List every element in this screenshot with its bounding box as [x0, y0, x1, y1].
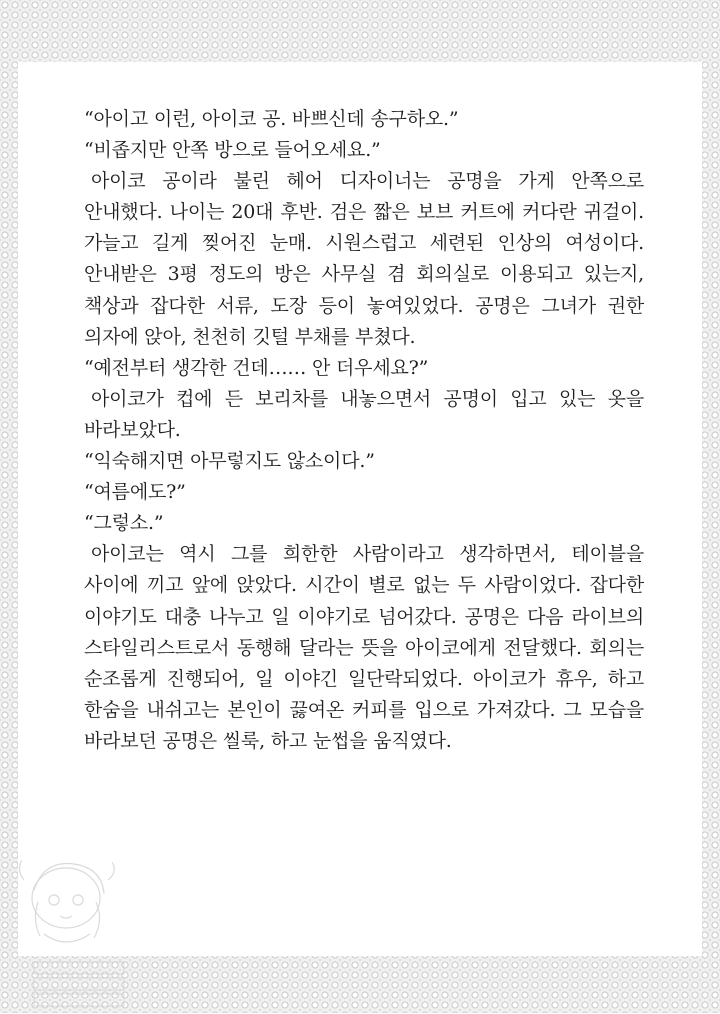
dialogue-paragraph: “익숙해지면 아무렇지도 않소이다.”: [84, 450, 375, 473]
watermark-figure-icon: [4, 850, 144, 1010]
narration-paragraph: 아이코는 역시 그를 희한한 사람이라고 생각하면서, 테이블을 사이에 끼고 앞에 앉았다. 시간이 별로 없는 두 사람이었다. 잡다한 이야기도 대충 나누고 일 이야기로 넘어갔다. 공명은 다음 라이브의 스타일리스트로서 동행해 달라는 뜻을 아이코에게 전달했다. 회의는 순조롭게 진행되어, 일 이야긴 일단락되었다. 아이코가 휴우, 하고 한숨을 내쉬고는 본인이 끓여온 커피를 입으로 가져갔다. 그 모습을 바라보던 공명은 씰룩, 하고 눈썹을 움직였다.: [84, 543, 644, 752]
dialogue-paragraph: “여름에도?”: [84, 481, 186, 504]
dialogue-paragraph: “비좁지만 안쪽 방으로 들어오세요.”: [84, 139, 381, 162]
narration-paragraph: 아이코 공이라 불린 헤어 디자이너는 공명을 가게 안쪽으로 안내했다. 나이는 20대 후반. 검은 짧은 보브 커트에 커다란 귀걸이. 가늘고 길게 찢어진 눈매. 시원스럽고 세련된 인상의 여성이다. 안내받은 3평 정도의 방은 사무실 겸 회의실로 이용되고 있는지, 책상과 잡다한 서류, 도장 등이 놓여있었다. 공명은 그녀가 권한 의자에 앉아, 천천히 깃털 부채를 부쳤다.: [84, 170, 644, 348]
dialogue-paragraph: “예전부터 생각한 건데…… 안 더우세요?”: [84, 356, 429, 379]
dialogue-paragraph: “아이고 이런, 아이코 공. 바쁘신데 송구하오.”: [84, 108, 459, 130]
dialogue-paragraph: “그렇소.”: [84, 512, 164, 535]
watermark-illustration: [4, 850, 144, 1010]
narration-paragraph: 아이코가 컵에 든 보리차를 내놓으면서 공명이 입고 있는 옷을 바라보았다.: [84, 387, 644, 441]
novel-text-body: [84, 104, 644, 757]
